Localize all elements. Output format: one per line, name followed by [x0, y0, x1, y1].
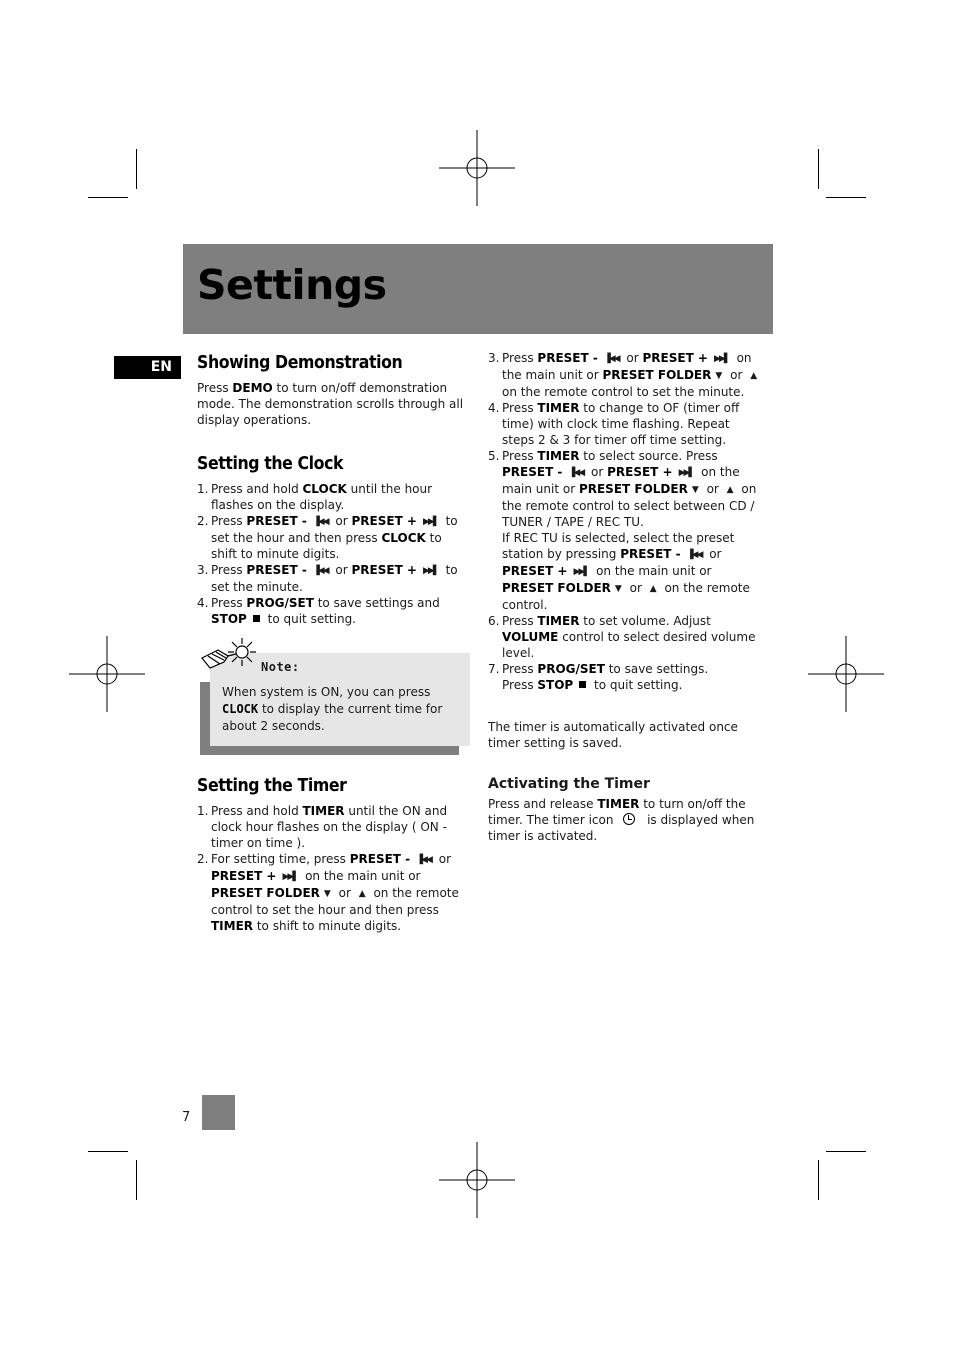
keyword: PRESET + — [607, 465, 673, 479]
step-number: 2. — [197, 514, 209, 528]
keyword: PRESET + — [351, 514, 417, 528]
text: to shift to minute digits. — [253, 919, 402, 933]
text: control to select desired volume level. — [502, 630, 756, 660]
note-hand-icon — [198, 636, 258, 680]
text: Press and release — [488, 797, 598, 811]
keyword: TIMER — [537, 614, 580, 628]
text: on the remote control to set the hour and then press — [211, 886, 459, 917]
prev-track-icon: ▐◀◀ — [312, 566, 328, 576]
right-column — [488, 350, 763, 844]
text: on the remote control. — [502, 581, 750, 612]
keyword: PRESET - — [537, 351, 598, 365]
down-triangle-icon: ▼ — [614, 584, 622, 594]
next-track-icon: ▶▶▌ — [423, 566, 438, 576]
text: or — [702, 482, 723, 496]
step-number: 1. — [197, 804, 209, 818]
text: to select source. Press — [579, 449, 718, 463]
registration-mark — [439, 130, 515, 206]
text: or — [331, 563, 352, 577]
registration-mark — [69, 636, 145, 712]
text: until the hour flashes on the display. — [211, 482, 433, 512]
text: Press — [197, 381, 233, 395]
clock-heading: Setting the Clock — [197, 454, 344, 474]
activating-paragraph — [488, 796, 763, 844]
text: or — [622, 351, 643, 365]
timer-left-column — [197, 775, 467, 934]
text: or — [726, 368, 747, 382]
text: to save settings and — [313, 596, 440, 610]
keyword: CLOCK — [381, 531, 426, 545]
keyword: PRESET + — [502, 564, 568, 578]
next-track-icon: ▶▶▌ — [282, 872, 298, 882]
step-number: 5. — [488, 449, 500, 463]
text: Press — [502, 614, 538, 628]
text: to turn on/off the timer. The timer icon — [488, 797, 746, 827]
text: If REC TU is selected, select the preset station by pressing — [502, 531, 735, 561]
text: is displayed when timer is activated. — [488, 813, 755, 843]
keyword: TIMER — [211, 919, 254, 933]
keyword: PRESET + — [351, 563, 417, 577]
text: on the main unit or — [301, 869, 421, 883]
list-item — [197, 595, 467, 627]
keyword: TIMER — [537, 449, 580, 463]
keyword: PRESET - — [349, 852, 411, 866]
text: to quit setting. — [263, 612, 356, 626]
demo-heading: Showing Demonstration — [197, 353, 403, 373]
registration-mark — [808, 636, 884, 712]
crop-mark — [136, 1160, 137, 1200]
list-item — [197, 513, 467, 562]
keyword: PRESET + — [642, 351, 708, 365]
text: or — [625, 581, 646, 595]
crop-mark — [826, 197, 866, 198]
keyword: PRESET FOLDER — [602, 368, 712, 382]
text: on the main unit or — [502, 465, 740, 496]
crop-mark — [88, 197, 128, 198]
prev-track-icon: ▐◀◀ — [568, 468, 584, 478]
note-title: Note: — [261, 660, 300, 674]
list-item — [197, 562, 467, 595]
text: to set the minute. — [211, 563, 458, 594]
text: or — [705, 547, 722, 561]
keyword: PRESET FOLDER — [578, 482, 688, 496]
step-number: 7. — [488, 662, 500, 676]
step-number: 3. — [488, 351, 500, 365]
text: or — [587, 465, 608, 479]
up-triangle-icon: ▲ — [358, 889, 366, 899]
next-track-icon: ▶▶▌ — [678, 468, 694, 478]
text: or — [434, 852, 451, 866]
keyword: CLOCK — [302, 482, 347, 496]
text: on the main unit or — [502, 351, 752, 382]
text: Press — [502, 401, 538, 415]
keyword: PROG/SET — [537, 662, 605, 676]
text: Press — [211, 596, 247, 610]
note-text — [222, 684, 462, 735]
text: to quit setting. — [590, 678, 683, 692]
text: Press — [502, 678, 538, 692]
text: on the remote control to set the minute. — [502, 385, 745, 399]
text: to shift to minute digits. — [211, 531, 442, 561]
crop-mark — [818, 149, 819, 189]
page-title: Settings — [197, 261, 387, 309]
keyword: PRESET + — [211, 869, 277, 883]
list-item — [197, 481, 467, 513]
step-number: 4. — [488, 401, 500, 415]
registration-mark — [439, 1142, 515, 1218]
list-item — [488, 350, 763, 400]
list-item — [197, 803, 467, 851]
clock-steps — [197, 481, 467, 627]
prev-track-icon: ▐◀◀ — [416, 855, 431, 865]
keyword: TIMER — [597, 797, 640, 811]
text: Press — [211, 514, 247, 528]
up-triangle-icon: ▲ — [750, 371, 758, 381]
timer-heading: Setting the Timer — [197, 776, 347, 796]
text: to turn on/off demonstration mode. The demonstration scrolls through all display operations. — [197, 381, 464, 427]
text: to display the current time for about 2 seconds. — [222, 702, 443, 733]
page-number: 7 — [182, 1110, 191, 1125]
crop-mark — [818, 1160, 819, 1200]
text: Press — [502, 449, 538, 463]
next-track-icon: ▶▶▌ — [714, 354, 729, 364]
down-triangle-icon: ▼ — [691, 485, 699, 495]
next-track-icon: ▶▶▌ — [573, 567, 589, 577]
down-triangle-icon: ▼ — [715, 371, 723, 381]
list-item — [488, 613, 763, 661]
text: to save settings. — [604, 662, 709, 676]
text: or — [331, 514, 352, 528]
step-number: 6. — [488, 614, 500, 628]
keyword: STOP — [537, 678, 574, 692]
down-triangle-icon: ▼ — [323, 889, 331, 899]
text: Press and hold — [211, 804, 303, 818]
text: to set volume. Adjust — [579, 614, 711, 628]
step-number: 1. — [197, 482, 209, 496]
text: on the main unit or — [592, 564, 712, 578]
prev-track-icon: ▐◀◀ — [312, 517, 328, 527]
next-track-icon: ▶▶▌ — [423, 517, 438, 527]
keyword: CLOCK — [222, 702, 259, 716]
keyword: PRESET FOLDER — [211, 886, 320, 900]
keyword: TIMER — [302, 804, 345, 818]
text: Press and hold — [211, 482, 303, 496]
text: Press — [211, 563, 247, 577]
header-banner — [183, 244, 773, 334]
list-item — [488, 400, 763, 448]
page-tab — [202, 1095, 235, 1130]
step-number: 3. — [197, 563, 209, 577]
keyword: PRESET - — [246, 563, 307, 577]
timer-auto-text: The timer is automatically activated once timer setting is saved. — [488, 720, 738, 750]
text: until the ON and clock hour flashes on the display ( ON - timer on time ). — [211, 804, 448, 850]
timer-steps-right — [488, 350, 763, 693]
list-item — [488, 448, 763, 613]
text: Press — [502, 662, 538, 676]
text: to change to OF (timer off time) with clock time flashing. Repeat steps 2 & 3 for timer off time setting. — [502, 401, 740, 447]
keyword: PRESET - — [502, 465, 563, 479]
list-item — [488, 661, 763, 693]
text: or — [334, 886, 355, 900]
stop-icon — [253, 615, 260, 622]
text: on the remote control to select between CD / TUNER / TAPE / REC TU. — [502, 482, 757, 529]
keyword: VOLUME — [502, 630, 559, 644]
keyword: STOP — [211, 612, 247, 626]
step-number: 4. — [197, 596, 209, 610]
keyword: PROG/SET — [246, 596, 314, 610]
up-triangle-icon: ▲ — [726, 485, 734, 495]
language-tab: EN — [114, 356, 181, 379]
text: to set the hour and then press — [211, 514, 458, 545]
crop-mark — [136, 149, 137, 189]
text: Press — [502, 351, 538, 365]
demo-paragraph — [197, 380, 467, 428]
prev-track-icon: ▐◀◀ — [603, 354, 619, 364]
keyword: TIMER — [537, 401, 580, 415]
keyword: DEMO — [232, 381, 273, 395]
crop-mark — [826, 1151, 866, 1152]
list-item — [197, 851, 467, 934]
keyword: PRESET - — [246, 514, 307, 528]
clock-icon — [623, 813, 635, 825]
keyword: PRESET FOLDER — [502, 581, 611, 595]
activating-heading: Activating the Timer — [488, 776, 650, 792]
left-column — [197, 352, 467, 627]
up-triangle-icon: ▲ — [649, 584, 657, 594]
step-number: 2. — [197, 852, 209, 866]
prev-track-icon: ▐◀◀ — [686, 550, 702, 560]
crop-mark — [88, 1151, 128, 1152]
keyword: PRESET - — [620, 547, 681, 561]
timer-steps-left — [197, 803, 467, 934]
text: For setting time, press — [211, 852, 350, 866]
text: When system is ON, you can press — [222, 685, 431, 699]
stop-icon — [579, 681, 586, 688]
